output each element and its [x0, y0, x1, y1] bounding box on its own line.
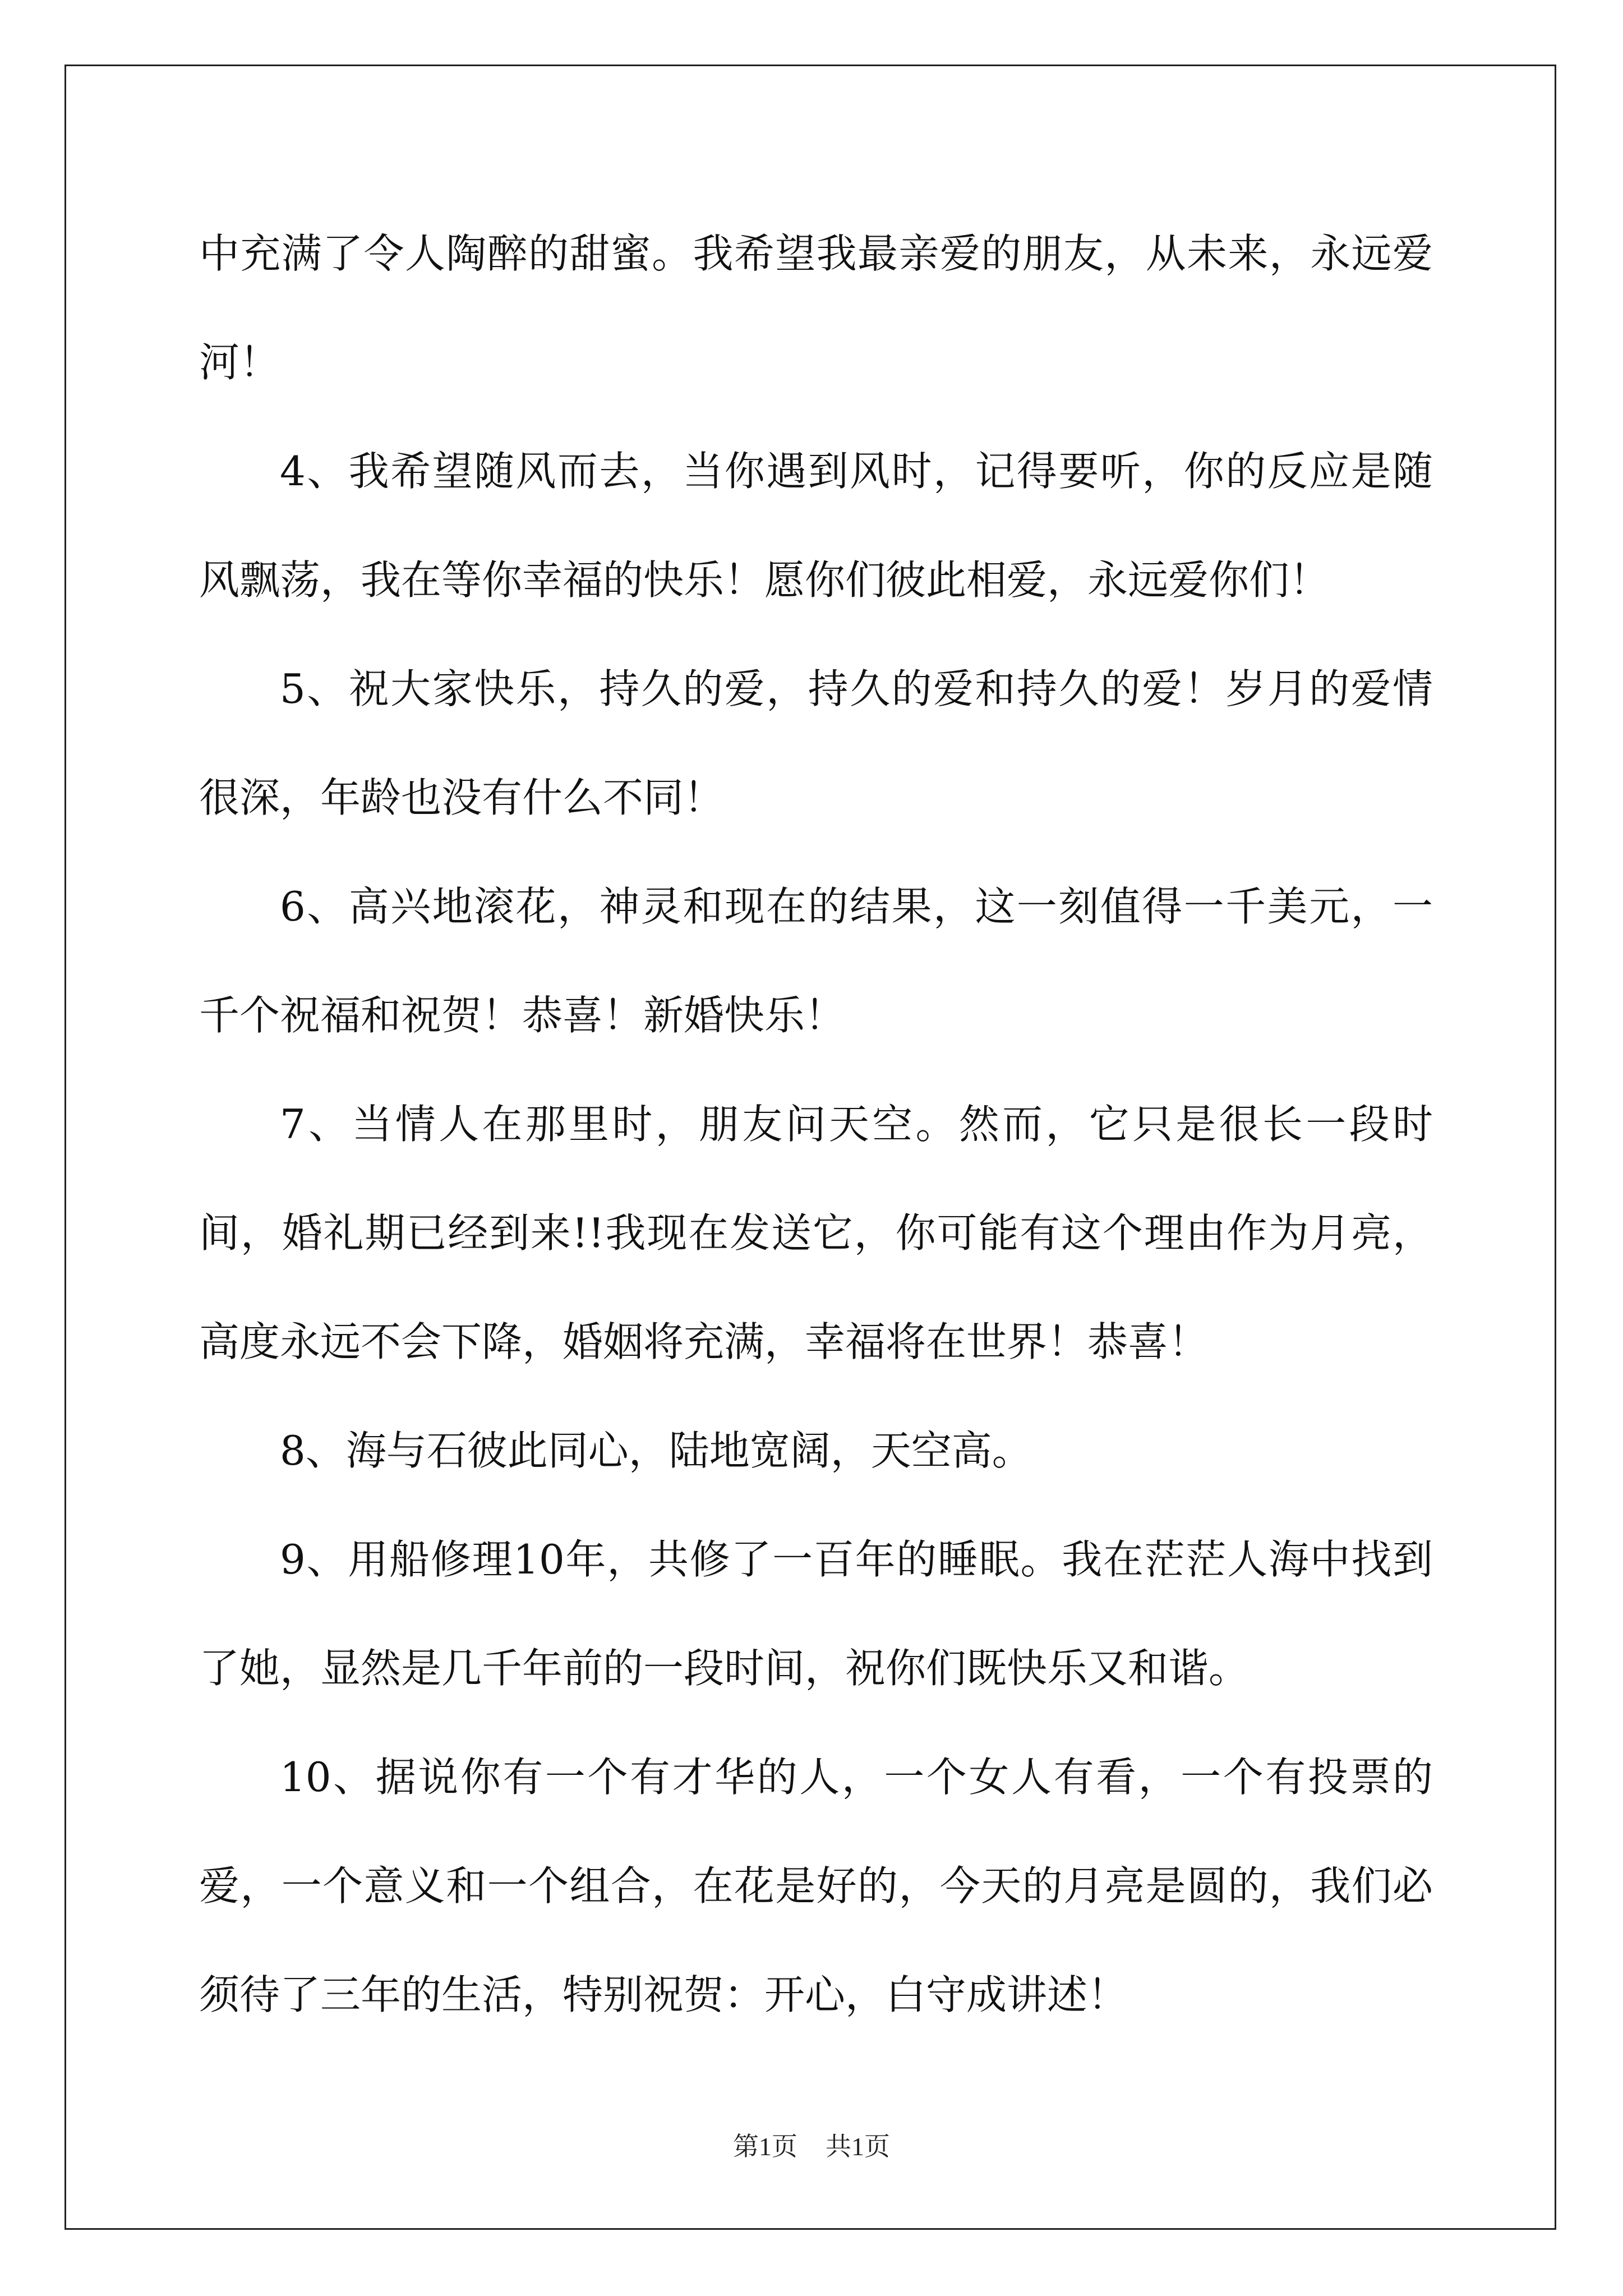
paragraph-6: 8、海与石彼此同心，陆地宽阔，天空高。 [280, 1427, 1032, 1474]
paragraph-2: 4、我希望随风而去，当你遇到风时，记得要听，你的反应是随风飘荡，我在等你幸福的快乐！愿你们彼此相爱，永远爱你们！ [199, 448, 1433, 604]
paragraph-1: 中充满了令人陶醉的甜蜜。我希望我最亲爱的朋友，从未来，永远爱河！ [199, 230, 1433, 386]
paragraph-7: 9、用船修理10年，共修了一百年的睡眠。我在茫茫人海中找到了她，显然是几千年前的一段时间，祝你们既快乐又和谐。 [199, 1536, 1433, 1692]
document-body [199, 199, 1433, 2049]
page-total: 共1页 [826, 2132, 890, 2161]
paragraph-8: 10、据说你有一个有才华的人，一个女人有看，一个有投票的爱，一个意义和一个组合，在花是好的，今天的月亮是圆的，我们必须待了三年的生活，特别祝贺：开心，白守成讲述！ [199, 1754, 1433, 2018]
page-footer [0, 2126, 1623, 2163]
paragraph-4: 6、高兴地滚花，神灵和现在的结果，这一刻值得一千美元，一千个祝福和祝贺！恭喜！新婚快乐！ [199, 883, 1433, 1039]
paragraph-5: 7、当情人在那里时，朋友问天空。然而，它只是很长一段时间，婚礼期已经到来!!我现在发送它，你可能有这个理由作为月亮，高度永远不会下降，婚姻将充满，幸福将在世界！恭喜！ [199, 1101, 1433, 1365]
paragraph-3: 5、祝大家快乐，持久的爱，持久的爱和持久的爱！岁月的爱情很深，年龄也没有什么不同！ [199, 665, 1433, 821]
page-number: 第1页 [733, 2132, 797, 2161]
